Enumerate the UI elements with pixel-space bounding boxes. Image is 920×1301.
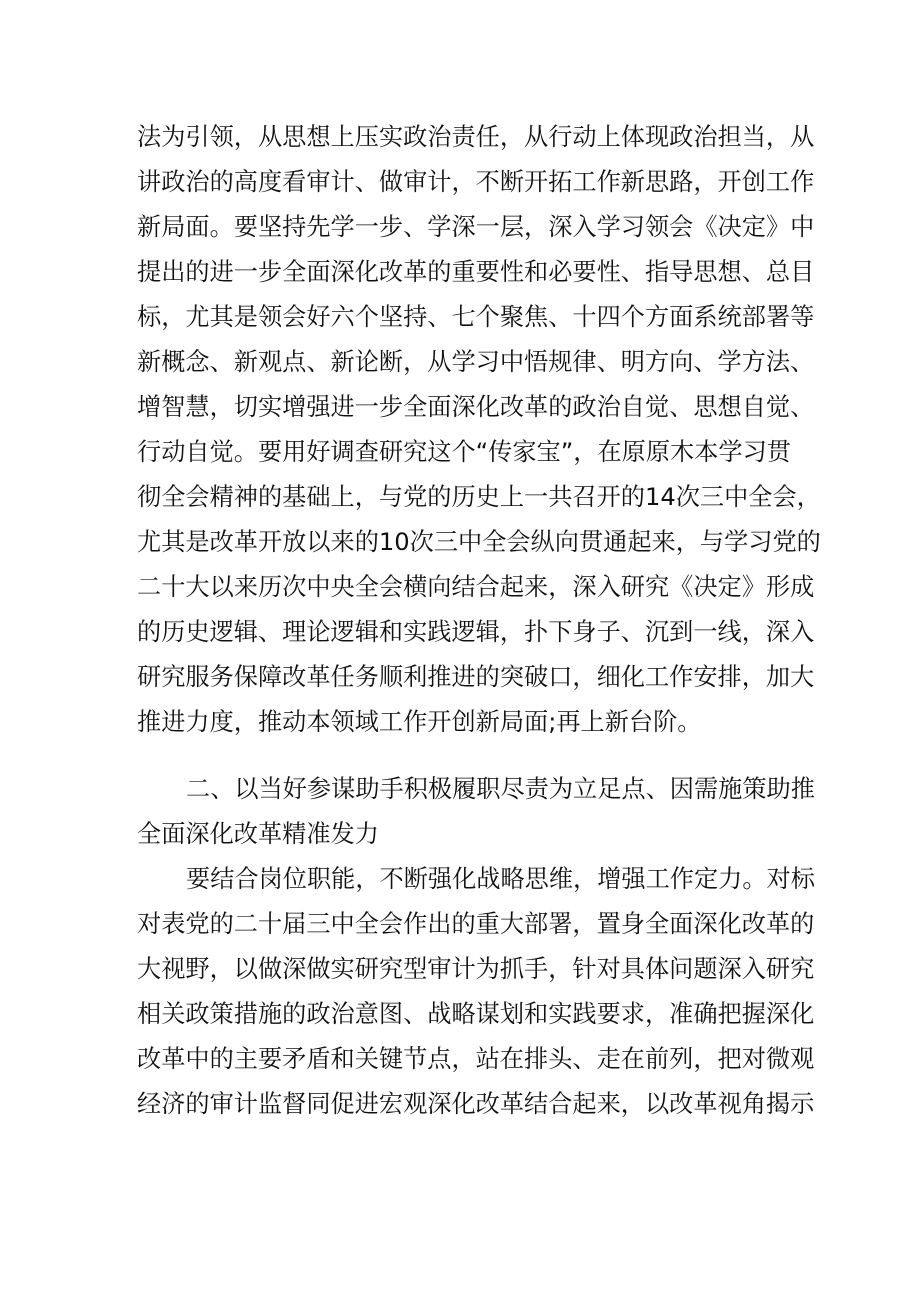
text-line: 大视野，以做深做实研究型审计为抓手，针对具体问题深入研究	[137, 955, 815, 983]
text-line: 法为引领，从思想上压实政治责任，从行动上体现政治担当，从	[137, 123, 815, 151]
text-line: 要结合岗位职能，不断强化战略思维，增强工作定力。对标	[186, 865, 815, 893]
text-line: 二十大以来历次中央全会横向结合起来，深入研究《决定》形成	[137, 573, 815, 601]
text-line: 新概念、新观点、新论断，从学习中悟规律、明方向、学方法、	[137, 348, 815, 376]
text-line: 增智慧，切实增强进一步全面深化改革的政治自觉、思想自觉、	[137, 393, 815, 421]
text-line: 对表党的二十届三中全会作出的重大部署，置身全面深化改革的	[137, 910, 815, 938]
text-line: 相关政策措施的政治意图、战略谋划和实践要求，准确把握深化	[137, 1000, 815, 1028]
text-line: 尤其是改革开放以来的10次三中全会纵向贯通起来，与学习党的	[137, 528, 821, 556]
text-line: 彻全会精神的基础上，与党的历史上一共召开的14次三中全会，	[137, 483, 821, 511]
text-line: 新局面。要坚持先学一步、学深一层，深入学习领会《决定》中	[137, 213, 815, 241]
text-line: 行动自觉。要用好调查研究这个“传家宝”，在原原木本学习贯	[137, 438, 791, 466]
text-line: 推进力度，推动本领域工作开创新局面;再上新台阶。	[137, 708, 702, 736]
text-line: 经济的审计监督同促进宏观深化改革结合起来，以改革视角揭示	[137, 1090, 815, 1118]
text-line: 标，尤其是领会好六个坚持、七个聚焦、十四个方面系统部署等	[137, 303, 815, 331]
text-line: 讲政治的高度看审计、做审计，不断开拓工作新思路，开创工作	[137, 168, 815, 196]
section-heading-line: 二、以当好参谋助手积极履职尽责为立足点、因需施策助推	[186, 775, 815, 803]
text-line: 改革中的主要矛盾和关键节点，站在排头、走在前列，把对微观	[137, 1045, 815, 1073]
section-heading-line: 全面深化改革精准发力	[137, 820, 379, 848]
text-line: 的历史逻辑、理论逻辑和实践逻辑，扑下身子、沉到一线，深入	[137, 618, 815, 646]
text-line: 提出的进一步全面深化改革的重要性和必要性、指导思想、总目	[137, 258, 815, 286]
text-line: 研究服务保障改革任务顺利推进的突破口，细化工作安排，加大	[137, 663, 815, 691]
